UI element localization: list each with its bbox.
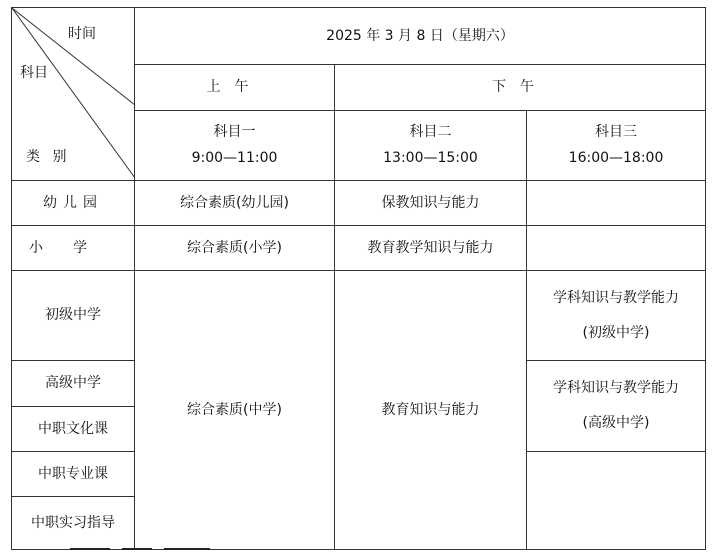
kindergarten-subject1: 综合素质(幼儿园)	[135, 181, 335, 226]
subject1-header	[135, 111, 335, 181]
exam-date: 2025 年 3 月 8 日（星期六）	[135, 8, 706, 65]
senior-high-subject3-line2: (高级中学)	[582, 415, 650, 431]
cropped-text-fragment	[60, 548, 260, 556]
category-kindergarten: 幼儿园	[12, 181, 135, 226]
subject1-name: 科目一	[213, 124, 256, 141]
category-vocational-practice: 中职实习指导	[12, 497, 135, 550]
corner-subject-label: 科目	[20, 65, 48, 81]
morning-header: 上午	[135, 65, 335, 111]
junior-high-subject3-line1: 学科知识与教学能力	[553, 289, 680, 306]
subject3-name: 科目三	[595, 124, 638, 141]
junior-high-subject3	[527, 271, 706, 361]
category-junior-high: 初级中学	[12, 271, 135, 361]
subject2-time: 13:00—15:00	[383, 150, 478, 166]
category-senior-high: 高级中学	[12, 361, 135, 407]
exam-schedule-table	[11, 7, 706, 550]
senior-high-subject3-line1: 学科知识与教学能力	[553, 380, 680, 397]
corner-time-label: 时间	[68, 26, 96, 42]
category-primary: 小学	[12, 226, 135, 271]
primary-subject2: 教育教学知识与能力	[335, 226, 527, 271]
senior-high-subject3	[527, 361, 706, 452]
subject1-time: 9:00—11:00	[191, 150, 278, 166]
kindergarten-subject3-empty	[527, 181, 706, 226]
afternoon-header: 下午	[335, 65, 706, 111]
subject2-name: 科目二	[409, 124, 452, 141]
category-vocational-culture: 中职文化课	[12, 407, 135, 452]
secondary-subject2: 教育知识与能力	[335, 271, 527, 550]
secondary-subject1: 综合素质(中学)	[135, 271, 335, 550]
primary-subject3-empty	[527, 226, 706, 271]
junior-high-subject3-line2: (初级中学)	[582, 324, 650, 341]
header-corner-cell	[12, 8, 135, 181]
subject3-time: 16:00—18:00	[568, 150, 664, 166]
category-vocational-major: 中职专业课	[12, 452, 135, 497]
primary-subject1: 综合素质(小学)	[135, 226, 335, 271]
corner-category-label: 类 别	[26, 149, 71, 165]
subject3-header	[527, 111, 706, 181]
kindergarten-subject2: 保教知识与能力	[335, 181, 527, 226]
vocational-subject3-empty	[527, 452, 706, 550]
subject2-header	[335, 111, 527, 181]
